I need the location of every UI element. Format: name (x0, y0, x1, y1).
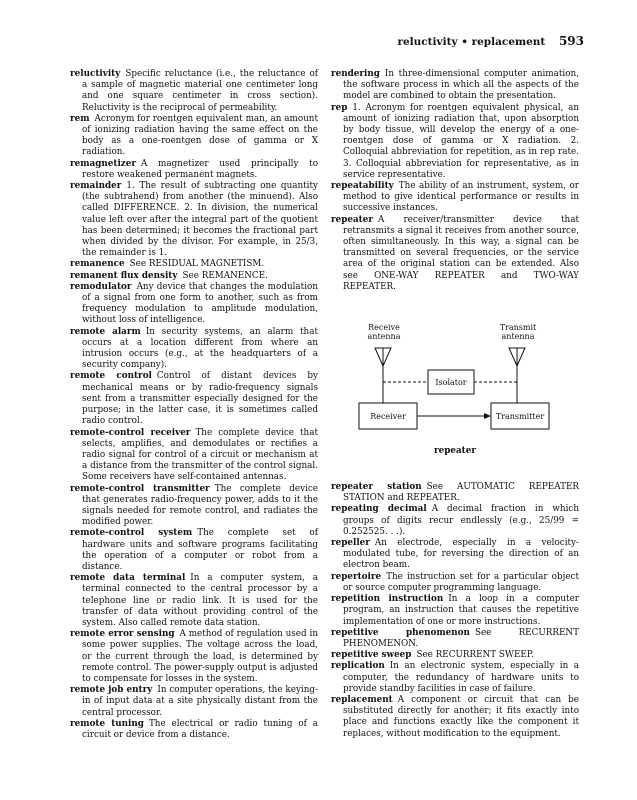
entry-definition: In a computer system, a terminal connected to the central processor by a telephone line or radio link. It is used for the transfer of data without providing control of the system. Also called remote data station. (82, 573, 318, 628)
entry-definition: Control of distant devices by mechanical means or by radio-frequency signals sent from a transmitter especially designed for the purpose; in the latter case, it is sometimes called radio control. (82, 371, 318, 427)
entry-definition: See RESIDUAL MAGNETISM. (129, 259, 265, 270)
entry-term: remote control (70, 371, 152, 382)
entry-term: reluctivity (70, 69, 121, 79)
entry-term: repeatability (331, 181, 394, 192)
entry-definition: See RECURRENT PHENOMENON. (343, 627, 579, 649)
entry-term: remote-control system (70, 528, 193, 539)
entry-term: rem (70, 113, 90, 124)
receiver-label: Receiver (370, 412, 406, 422)
dictionary-entry (70, 69, 318, 114)
entry-definition: A method of regulation used in some power supplies. The voltage across the load, or the current through the load, is determined by remote control. The power-supply output is adjusted to compensate for losses in the system. (82, 629, 318, 684)
dictionary-entry (70, 719, 318, 741)
dictionary-entry (70, 528, 318, 573)
entry-term: repertoire (331, 571, 382, 582)
receive-antenna-label: Receive antenna (367, 323, 401, 342)
page-number: 593 (558, 34, 584, 48)
entry-definition: See REMANENCE. (182, 270, 268, 281)
entry-definition: 1. Acronym for roentgen equivalent physical, an amount of ionizing radiation that, upon absorption by body tissue, will develop the energy of a one-roentgen dose of gamma or X radiation. 2. Colloquial abbreviation for repetition, as in rep rate. 3. Colloquial abbreviation for representative, as in service representative. (343, 102, 579, 180)
left-column (70, 69, 318, 741)
dictionary-entry (70, 629, 318, 685)
entry-definition: Any device that changes the modulation of a signal from one form to another, such as from frequency modulation to amplitude modulation, without loss of intelligence. (82, 281, 318, 326)
entry-term: remote tuning (70, 718, 144, 729)
entry-term: remanent flux density (70, 270, 178, 281)
entry-definition: The electrical or radio tuning of a circuit or device from a distance. (82, 718, 318, 740)
arrow-head-icon (484, 413, 491, 419)
dictionary-entry (331, 504, 579, 538)
dictionary-entry (70, 371, 318, 427)
entry-term: repetition instruction (331, 594, 444, 605)
entry-term: repeater station (331, 482, 422, 493)
dictionary-entry (70, 685, 318, 719)
entry-definition: See RECURRENT SWEEP. (416, 650, 534, 661)
entry-definition: Acronym for roentgen equivalent man, an amount of ionizing radiation having the same effect on the body as a one-roentgen dose of gamma or X radiation. (82, 113, 318, 158)
dictionary-entry (70, 282, 318, 327)
dictionary-entry (331, 628, 579, 650)
entry-definition: A decimal fraction in which groups of digits recur endlessly (e.g., 25/99 = 0.252525. . .). (343, 504, 579, 537)
dictionary-entry (70, 573, 318, 629)
entry-definition: The complete set of hardware units and software programs facilitating the operation of a computer or robot from a distance. (82, 528, 318, 572)
entry-definition: 1. The result of subtracting one quantity (the subtrahend) from another (the minuend). Also called DIFFERENCE. 2. In division, the numerical value left over after the integral part of the quotient has been determined; it becomes the fractional part when divided by the divisor. For example, in 25/3, the remainder is 1. (82, 181, 318, 259)
entry-definition: An electrode, especially in a velocity-modulated tube, for reversing the direction of an electron beam. (343, 538, 579, 571)
entry-term: repetitive sweep (331, 650, 412, 661)
entry-term: repeating decimal (331, 504, 427, 515)
entry-term: remote-control receiver (70, 427, 191, 438)
entry-definition: A component or circuit that can be substituted directly for another; it fits exactly into place and functions exactly like the component it replaces, without modification to the equipment. (343, 694, 579, 739)
figure-caption: repeater (434, 446, 476, 457)
isolator-label: Isolator (435, 378, 467, 388)
entry-term: repeller (331, 538, 370, 549)
dictionary-entry (331, 538, 579, 572)
entry-definition: In security systems, an alarm that occurs at a location different from where an intrusion occurs (e.g., at the headquarters of a security company). (82, 326, 318, 371)
dictionary-entry (331, 572, 579, 594)
dictionary-entry (70, 271, 318, 282)
transmit-antenna-icon (509, 348, 525, 403)
dictionary-entry (70, 428, 318, 484)
entry-term: replication (331, 661, 385, 672)
entry-term: remodulator (70, 281, 132, 292)
entry-term: remote job entry (70, 685, 153, 696)
repeater-diagram (331, 303, 579, 468)
dictionary-entry (70, 159, 318, 181)
entry-term: remanence (70, 259, 125, 270)
dictionary-entry (70, 484, 318, 529)
entry-term: replacement (331, 694, 393, 705)
entry-definition: Specific reluctance (i.e., the reluctance of a sample of magnetic material one centimeter long and one square centimeter in cross section). Reluctivity is the reciprocal of permeability. (82, 69, 318, 113)
entry-definition: In an electronic system, especially in a computer, the redundancy of hardware units to provide standby facilities in case of failure. (343, 661, 579, 694)
dictionary-entry (331, 215, 579, 293)
entry-term: rendering (331, 69, 380, 79)
entry-term: remagnetizer (70, 158, 137, 169)
dictionary-entry (331, 650, 579, 661)
entry-term: remote alarm (70, 326, 141, 337)
entry-definition: The complete device that generates radio-frequency power, adds to it the signals needed for remote control, and radiates the modified power. (82, 483, 319, 528)
receive-antenna-icon (375, 348, 391, 403)
transmitter-label: Transmitter (495, 412, 545, 422)
entry-definition: The complete device that selects, amplifies, and demodulates or rectifies a radio signal for control of a circuit or mechanism at a distance from the transmitter of the control signal. Some receivers have self-contained antennas. (82, 427, 318, 483)
dictionary-entry (331, 103, 579, 181)
dictionary-entry (70, 181, 318, 259)
entry-definition: A magnetizer used principally to restore weakened permanent magnets. (82, 158, 318, 180)
entry-term: repeater (331, 214, 373, 225)
entry-definition: In computer operations, the keying-in of input data at a site physically distant from the central processor. (82, 685, 318, 718)
entry-definition: In a loop in a computer program, an instruction that causes the repetitive implementation of one or more instructions. (343, 594, 579, 627)
entry-definition: A receiver/transmitter device that retransmits a signal it receives from another source, often simultaneously. In this way, a signal can be transmitted on several frequencies, or the service area of the original station can be extended. Also see ONE-WAY REPEATER and TWO-WAY REPEATER. (343, 214, 579, 292)
dictionary-entry (70, 327, 318, 372)
header-title: reluctivity • replacement (397, 36, 546, 48)
dictionary-entry (331, 482, 579, 504)
right-column (331, 69, 579, 740)
entry-term: remote-control transmitter (70, 483, 210, 494)
transmit-antenna-label: Transmit antenna (499, 323, 537, 342)
dictionary-entry (70, 259, 318, 270)
dictionary-entry (331, 181, 579, 215)
entry-definition: The ability of an instrument, system, or method to give identical performance or results in successive instances. (343, 181, 579, 214)
entry-term: remainder (70, 181, 122, 192)
running-header (397, 34, 584, 48)
entry-term: remote error sensing (70, 629, 175, 640)
dictionary-entry (331, 661, 579, 695)
entry-term: repetitive phenomenon (331, 627, 470, 638)
entry-term: rep (331, 102, 348, 113)
dictionary-entry (331, 695, 579, 740)
dictionary-entry (70, 114, 318, 159)
entry-definition: The instruction set for a particular object or source computer programming language. (343, 571, 579, 593)
entry-definition: In three-dimensional computer animation, the software process in which all the aspects of the model are combined to obtain the presentation. (343, 69, 579, 102)
entry-definition: See AUTOMATIC REPEATER STATION and REPEATER. (343, 482, 580, 504)
dictionary-entry (331, 69, 579, 103)
dictionary-entry (331, 594, 579, 628)
entry-term: remote data terminal (70, 573, 186, 584)
